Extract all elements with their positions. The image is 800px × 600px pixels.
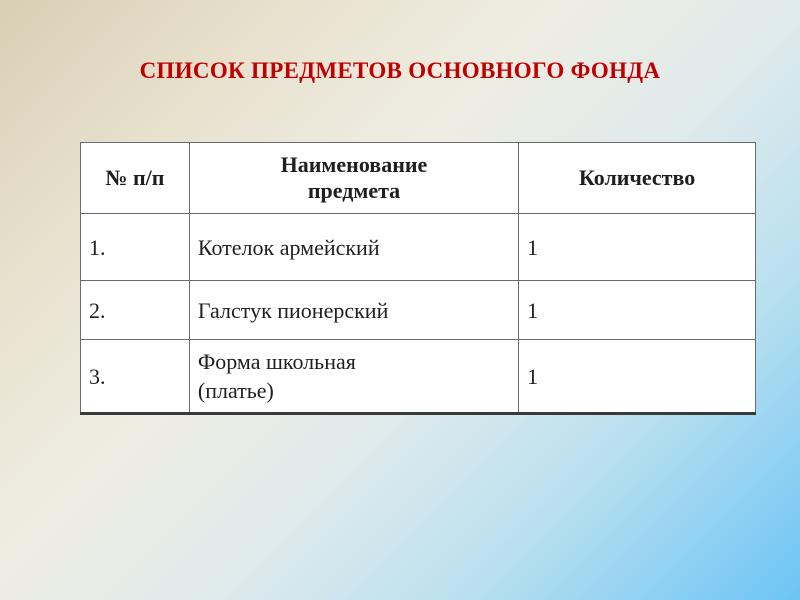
- header-name-line1: Наименование: [280, 152, 428, 177]
- cell-name: Галстук пионерский: [189, 281, 518, 340]
- cell-number: 2.: [81, 281, 190, 340]
- table-header-row: [81, 143, 756, 214]
- header-name: [189, 143, 518, 214]
- header-name-line2: предмета: [307, 178, 401, 203]
- cell-name: [189, 340, 518, 414]
- cell-quantity: 1: [519, 214, 756, 281]
- cell-number: 3.: [81, 340, 190, 414]
- cell-name-line1: Форма школьная: [197, 349, 356, 374]
- cell-quantity: 1: [519, 281, 756, 340]
- fund-items-table: [80, 142, 756, 415]
- table-row: [81, 281, 756, 340]
- cell-name-line2: (платье): [197, 378, 274, 403]
- table-row: [81, 214, 756, 281]
- header-number: № п/п: [81, 143, 190, 214]
- table-row: [81, 340, 756, 414]
- header-quantity: Количество: [519, 143, 756, 214]
- cell-number: 1.: [81, 214, 190, 281]
- cell-name: Котелок армейский: [189, 214, 518, 281]
- cell-quantity: 1: [519, 340, 756, 414]
- slide-title: СПИСОК ПРЕДМЕТОВ ОСНОВНОГО ФОНДА: [139, 58, 661, 83]
